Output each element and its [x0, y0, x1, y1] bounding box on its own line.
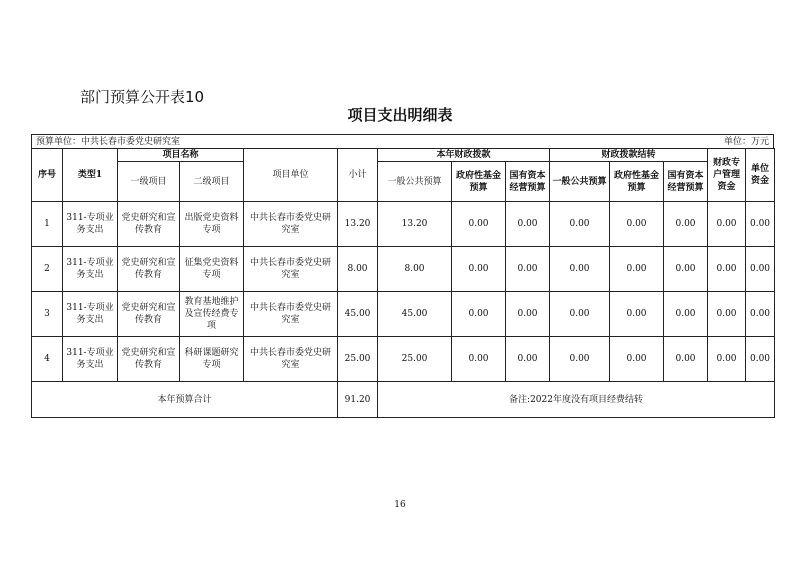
header-gov-fund-budget: 政府性基金预算	[452, 162, 506, 202]
cell-seq: 2	[32, 247, 63, 292]
header-seq: 序号	[32, 149, 63, 202]
table-meta-row	[31, 134, 774, 148]
total-value: 91.20	[338, 382, 378, 418]
total-row	[32, 382, 775, 418]
cell-seq: 4	[32, 337, 63, 382]
cell-carry-gov-fund: 0.00	[610, 292, 664, 337]
budget-unit-label: 预算单位：中共长春市委党史研究室	[36, 137, 181, 147]
cell-project-unit: 中共长春市委党史研究室	[244, 247, 338, 292]
cell-level1: 党史研究和宣传教育	[118, 292, 180, 337]
cell-gov-fund-budget: 0.00	[452, 292, 506, 337]
table-row	[32, 292, 775, 337]
cell-unit-funds: 0.00	[746, 337, 775, 382]
header-carryover-group: 财政拨款结转	[550, 149, 708, 162]
total-label: 本年预算合计	[32, 382, 338, 418]
cell-carry-state-capital: 0.00	[664, 247, 708, 292]
header-carry-general: 一般公共预算	[550, 162, 610, 202]
header-general-budget: 一般公共预算	[378, 162, 452, 202]
cell-state-capital-budget: 0.00	[506, 337, 550, 382]
header-subtotal: 小计	[338, 149, 378, 202]
cell-level1: 党史研究和宣传教育	[118, 337, 180, 382]
cell-special-account: 0.00	[708, 202, 746, 247]
cell-type: 311-专项业务支出	[63, 247, 118, 292]
cell-type: 311-专项业务支出	[63, 202, 118, 247]
cell-state-capital-budget: 0.00	[506, 292, 550, 337]
header-carry-gov-fund: 政府性基金预算	[610, 162, 664, 202]
cell-special-account: 0.00	[708, 337, 746, 382]
cell-level2: 征集党史资料专项	[180, 247, 244, 292]
cell-gov-fund-budget: 0.00	[452, 247, 506, 292]
cell-type: 311-专项业务支出	[63, 337, 118, 382]
currency-unit-label: 单位：万元	[723, 137, 769, 147]
cell-carry-general: 0.00	[550, 202, 610, 247]
header-row-2	[32, 162, 775, 202]
header-carry-state-capital: 国有资本经营预算	[664, 162, 708, 202]
cell-level1: 党史研究和宣传教育	[118, 202, 180, 247]
cell-carry-general: 0.00	[550, 337, 610, 382]
cell-carry-general: 0.00	[550, 247, 610, 292]
cell-carry-gov-fund: 0.00	[610, 247, 664, 292]
table-row	[32, 337, 775, 382]
header-project-name: 项目名称	[118, 149, 244, 162]
cell-carry-state-capital: 0.00	[664, 337, 708, 382]
cell-unit-funds: 0.00	[746, 247, 775, 292]
cell-seq: 3	[32, 292, 63, 337]
cell-type: 311-专项业务支出	[63, 292, 118, 337]
cell-carry-gov-fund: 0.00	[610, 202, 664, 247]
cell-unit-funds: 0.00	[746, 202, 775, 247]
cell-carry-gov-fund: 0.00	[610, 337, 664, 382]
cell-carry-state-capital: 0.00	[664, 292, 708, 337]
header-current-year-group: 本年财政拨款	[378, 149, 550, 162]
header-level2: 二级项目	[180, 162, 244, 202]
project-expenditure-table	[31, 148, 775, 418]
cell-general-budget: 8.00	[378, 247, 452, 292]
cell-state-capital-budget: 0.00	[506, 247, 550, 292]
cell-level1: 党史研究和宣传教育	[118, 247, 180, 292]
cell-general-budget: 25.00	[378, 337, 452, 382]
header-level1: 一级项目	[118, 162, 180, 202]
page-number: 16	[394, 500, 406, 510]
cell-carry-state-capital: 0.00	[664, 202, 708, 247]
cell-carry-general: 0.00	[550, 292, 610, 337]
document-title: 项目支出明细表	[347, 106, 453, 124]
cell-subtotal: 25.00	[338, 337, 378, 382]
cell-project-unit: 中共长春市委党史研究室	[244, 337, 338, 382]
cell-subtotal: 45.00	[338, 292, 378, 337]
cell-gov-fund-budget: 0.00	[452, 337, 506, 382]
cell-general-budget: 13.20	[378, 202, 452, 247]
cell-unit-funds: 0.00	[746, 292, 775, 337]
cell-level2: 出版党史资料专项	[180, 202, 244, 247]
cell-general-budget: 45.00	[378, 292, 452, 337]
header-state-capital-budget: 国有资本经营预算	[506, 162, 550, 202]
cell-special-account: 0.00	[708, 247, 746, 292]
cell-gov-fund-budget: 0.00	[452, 202, 506, 247]
cell-seq: 1	[32, 202, 63, 247]
cell-project-unit: 中共长春市委党史研究室	[244, 292, 338, 337]
header-special-account: 财政专户管理资金	[708, 149, 746, 202]
cell-special-account: 0.00	[708, 292, 746, 337]
table-row	[32, 202, 775, 247]
cell-project-unit: 中共长春市委党史研究室	[244, 202, 338, 247]
cell-state-capital-budget: 0.00	[506, 202, 550, 247]
header-unit-funds: 单位资金	[746, 149, 775, 202]
cell-subtotal: 13.20	[338, 202, 378, 247]
table-body	[32, 202, 775, 382]
total-note: 备注:2022年度没有项目经费结转	[378, 382, 775, 418]
table-row	[32, 247, 775, 292]
header-project-unit: 项目单位	[244, 149, 338, 202]
cell-subtotal: 8.00	[338, 247, 378, 292]
header-type: 类型1	[63, 149, 118, 202]
section-title: 部门预算公开表10	[80, 88, 205, 106]
cell-level2: 科研课题研究专项	[180, 337, 244, 382]
header-row-1	[32, 149, 775, 162]
cell-level2: 教育基地维护及宣传经费专项	[180, 292, 244, 337]
